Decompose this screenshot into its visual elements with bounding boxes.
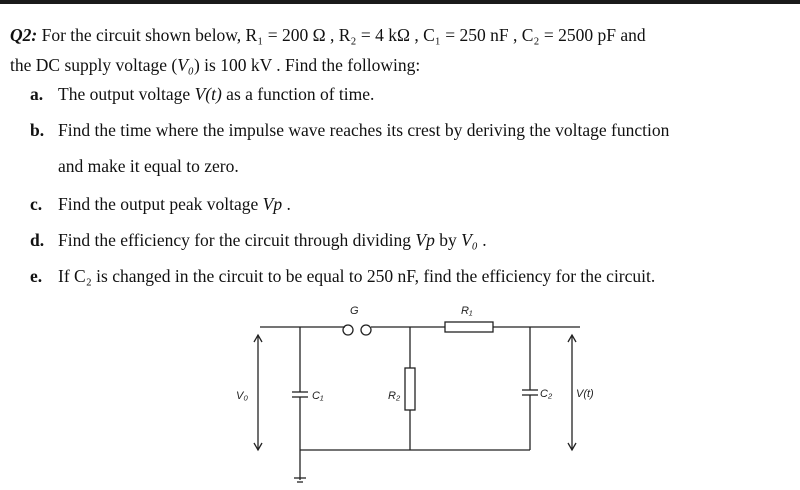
- item-a-text: [58, 84, 374, 105]
- r2-resistor: [405, 368, 415, 410]
- label-g: G: [350, 305, 359, 317]
- item-a-var: V(t): [194, 84, 222, 104]
- item-b-label: b.: [30, 120, 45, 140]
- label-r2: R₂: [388, 390, 401, 402]
- question-text-2b: ) is 100 kV . Find the following:: [193, 55, 421, 75]
- item-a-label: a.: [30, 84, 44, 104]
- item-a: [30, 84, 374, 105]
- circuit-diagram: [220, 300, 620, 488]
- item-b-cont: [58, 156, 239, 177]
- item-e: [30, 266, 655, 287]
- item-d-post: .: [477, 230, 487, 250]
- item-c: [30, 194, 291, 215]
- question-line-1: [10, 20, 795, 50]
- label-c1: C₁: [312, 390, 324, 402]
- item-a-post: as a function of time.: [221, 84, 375, 104]
- item-d-var1: Vp: [415, 230, 435, 250]
- item-c-pre: Find the output peak voltage: [58, 194, 263, 214]
- item-b-text-2: and make it equal to zero.: [58, 156, 239, 176]
- label-vo: V₀: [236, 390, 248, 402]
- supply-voltage-var: V₀: [177, 55, 194, 75]
- question-number: Q2:: [10, 25, 38, 45]
- item-d-label: d.: [30, 230, 45, 250]
- question-statement: [10, 20, 795, 80]
- item-d-pre: Find the efficiency for the circuit through dividing: [58, 230, 416, 250]
- item-e-label: e.: [30, 266, 43, 286]
- label-c2: C₂: [540, 388, 553, 400]
- item-a-pre: The output voltage: [58, 84, 195, 104]
- question-line-2: [10, 50, 795, 80]
- item-b-text: Find the time where the impulse wave reaches its crest by deriving the voltage function: [58, 120, 670, 140]
- item-c-text: [58, 194, 291, 215]
- item-b: [30, 120, 669, 141]
- question-text-2a: the DC supply voltage (: [10, 55, 178, 75]
- item-d-text: [58, 230, 487, 251]
- item-c-label: c.: [30, 194, 43, 214]
- gap-sphere-left: [343, 325, 353, 335]
- label-vt: V(t): [576, 388, 594, 400]
- item-c-var: Vp: [262, 194, 283, 214]
- top-border: [0, 0, 800, 4]
- item-c-post: .: [282, 194, 291, 214]
- gap-sphere-right: [361, 325, 371, 335]
- item-d-var2: V₀: [461, 230, 478, 250]
- label-r1: R₁: [461, 305, 473, 317]
- item-d: [30, 230, 487, 251]
- question-text-1: For the circuit shown below, R₁ = 200 Ω , R₂ = 4 kΩ , C₁ = 250 nF , C₂ = 2500 pF and: [41, 25, 646, 45]
- item-e-text: If C₂ is changed in the circuit to be equal to 250 nF, find the efficiency for the circuit.: [58, 266, 656, 286]
- item-d-mid: by: [434, 230, 462, 250]
- r1-resistor: [445, 322, 493, 332]
